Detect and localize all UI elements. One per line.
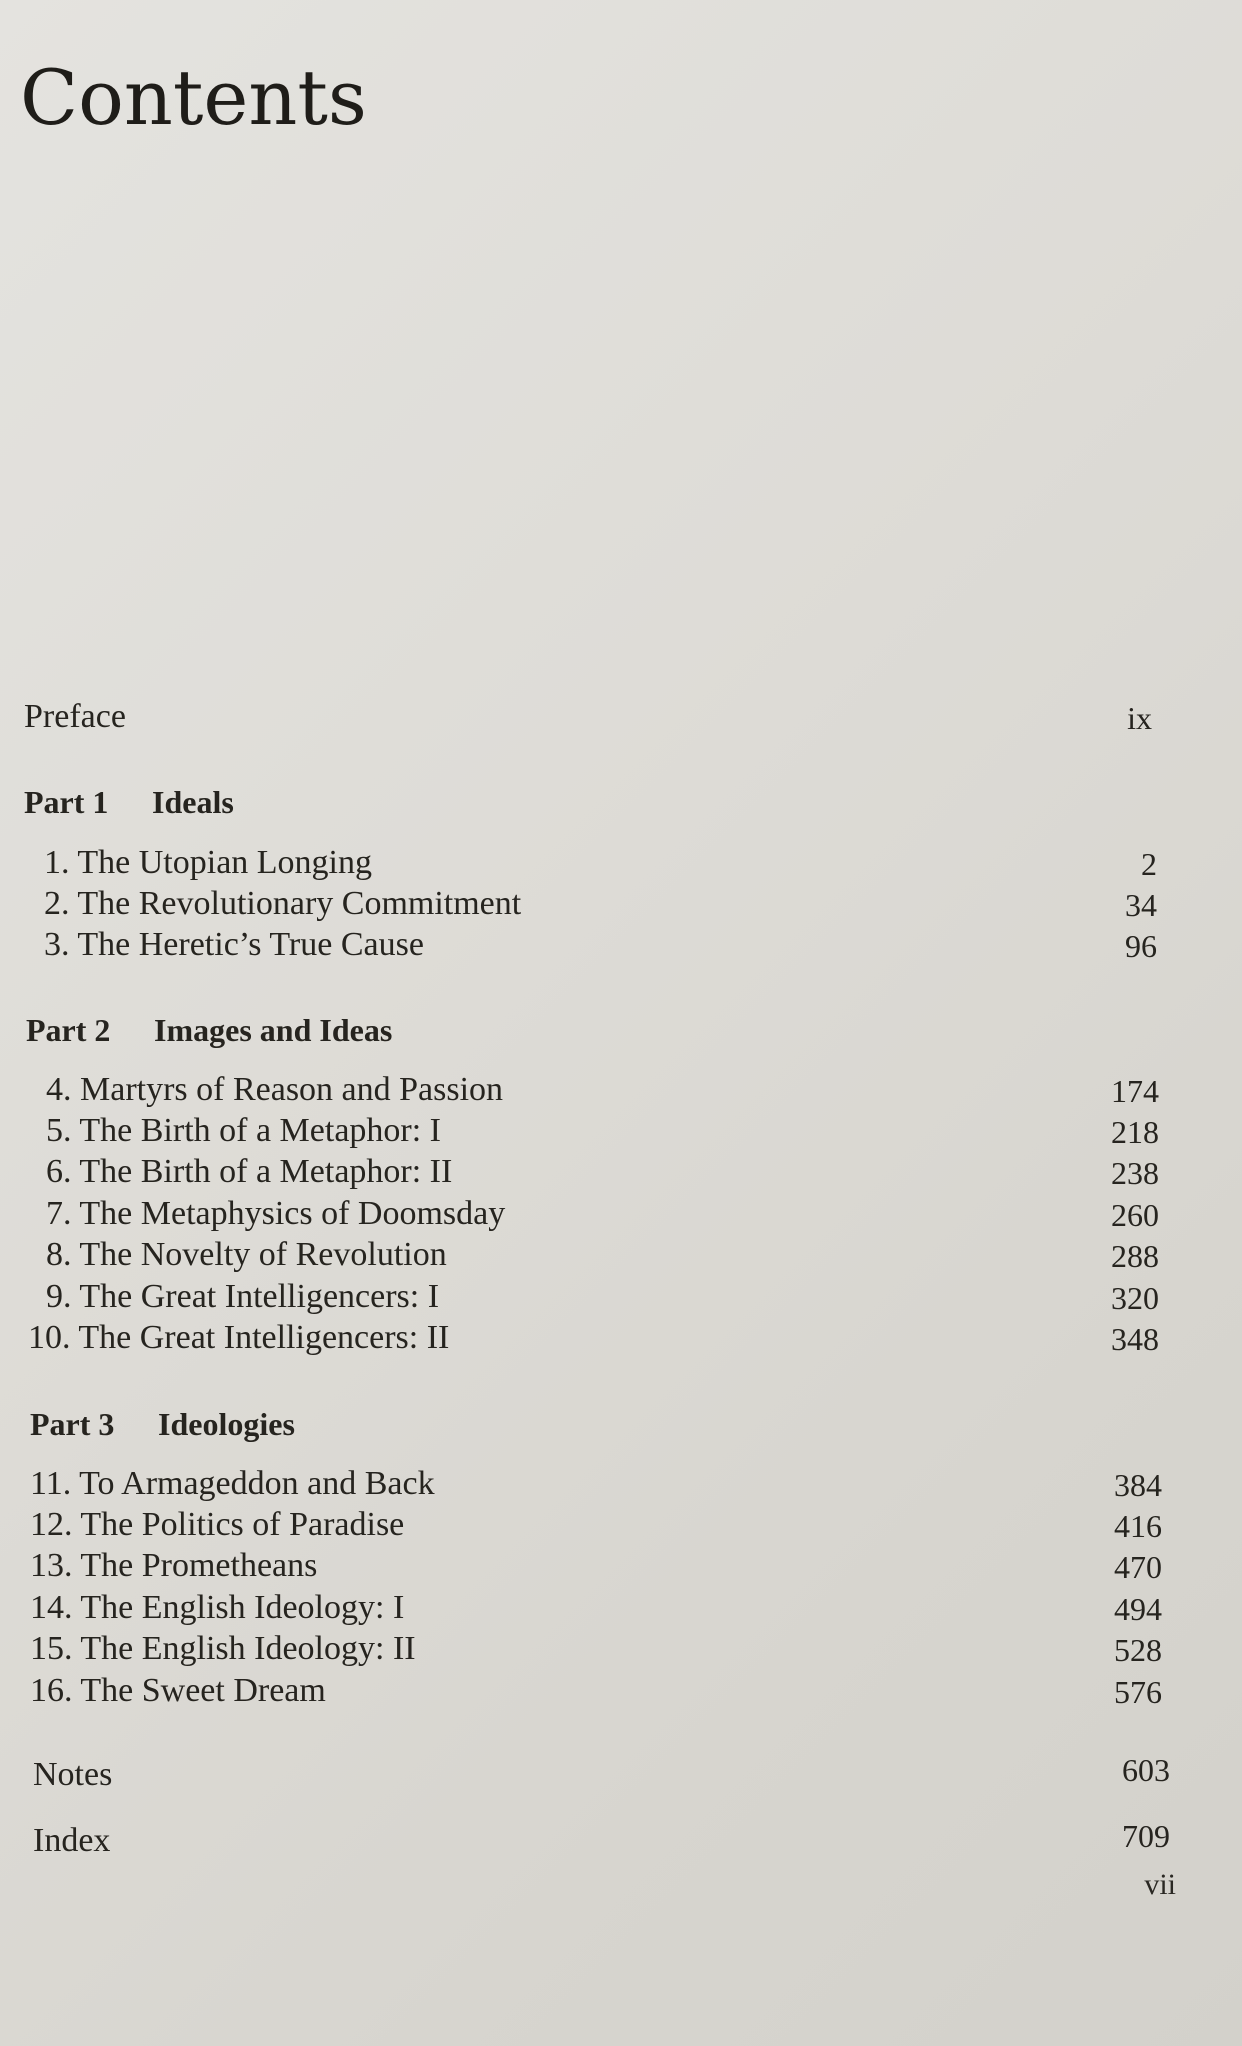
toc-entry bbox=[0, 1666, 1242, 1714]
part-label: Part 3 bbox=[30, 1406, 115, 1442]
toc-entry-page: 96 bbox=[1125, 928, 1157, 964]
toc-entry-page: 218 bbox=[1111, 1114, 1159, 1150]
part-heading bbox=[0, 776, 1242, 824]
toc-entry-index bbox=[0, 1816, 1242, 1864]
toc-entry-title: 11. To Armageddon and Back bbox=[30, 1465, 435, 1502]
toc-entry-page: 288 bbox=[1111, 1238, 1159, 1274]
part-heading bbox=[0, 1004, 1242, 1052]
toc-entry-title: 8. The Novelty of Revolution bbox=[46, 1236, 447, 1273]
part-label: Part 1 bbox=[24, 784, 109, 820]
toc-entry-title: 4. Martyrs of Reason and Passion bbox=[46, 1071, 504, 1108]
toc-entry-title: 1. The Utopian Longing bbox=[44, 844, 372, 881]
toc-entry-page: 709 bbox=[1122, 1818, 1170, 1854]
toc-entry-title: 9. The Great Intelligencers: I bbox=[46, 1278, 440, 1315]
toc-entry-title: 6. The Birth of a Metaphor: II bbox=[46, 1153, 453, 1190]
part-heading bbox=[0, 1398, 1242, 1446]
toc-entry-page: 494 bbox=[1114, 1591, 1162, 1627]
toc-entry-title: Index bbox=[33, 1822, 111, 1859]
part-name: Ideals bbox=[152, 784, 234, 820]
toc-entry-title: 10. The Great Intelligencers: II bbox=[28, 1319, 450, 1356]
toc-entry-title: 15. The English Ideology: II bbox=[30, 1630, 416, 1667]
toc-entry-title: 12. The Politics of Paradise bbox=[30, 1506, 405, 1543]
toc-entry-title: 14. The English Ideology: I bbox=[30, 1589, 405, 1626]
toc-entry-page: 348 bbox=[1111, 1321, 1159, 1357]
toc-entry bbox=[0, 1624, 1242, 1672]
part-name: Ideologies bbox=[158, 1406, 295, 1442]
toc-entry-title: 13. The Prometheans bbox=[30, 1547, 318, 1584]
part-label: Part 2 bbox=[26, 1012, 111, 1048]
toc-entry-page: 603 bbox=[1122, 1752, 1170, 1788]
toc-entry-title: 16. The Sweet Dream bbox=[30, 1672, 326, 1709]
toc-entry-title: 5. The Birth of a Metaphor: I bbox=[46, 1112, 442, 1149]
toc-entry-title: 3. The Heretic’s True Cause bbox=[44, 926, 424, 963]
toc-entry-page: 2 bbox=[1141, 846, 1157, 882]
toc-entry-page: 416 bbox=[1114, 1508, 1162, 1544]
toc-entry-title: Notes bbox=[33, 1756, 113, 1793]
toc-entry-page: 174 bbox=[1111, 1073, 1159, 1109]
toc-entry-notes bbox=[0, 1750, 1242, 1798]
page-number: vii bbox=[1144, 1868, 1176, 1901]
toc-entry-preface bbox=[0, 692, 1242, 740]
toc-entry-title: Preface bbox=[24, 698, 126, 735]
toc-entry-title: 2. The Revolutionary Commitment bbox=[44, 885, 522, 922]
toc-entry-page: 576 bbox=[1114, 1674, 1162, 1710]
page-title: Contents bbox=[20, 53, 367, 142]
toc-entry-title: 7. The Metaphysics of Doomsday bbox=[46, 1195, 506, 1232]
toc-entry bbox=[0, 1541, 1242, 1589]
toc-entry-page: 384 bbox=[1114, 1467, 1162, 1503]
toc-entry bbox=[0, 920, 1242, 968]
toc-entry-page: 528 bbox=[1114, 1632, 1162, 1668]
toc-entry-page: 34 bbox=[1125, 887, 1157, 923]
toc-entry-page: 260 bbox=[1111, 1197, 1159, 1233]
toc-entry-page: 470 bbox=[1114, 1549, 1162, 1585]
toc-entry-page: 238 bbox=[1111, 1155, 1159, 1191]
part-name: Images and Ideas bbox=[154, 1012, 393, 1048]
toc-entry-page: 320 bbox=[1111, 1280, 1159, 1316]
toc-entry bbox=[0, 1313, 1242, 1361]
toc-entry bbox=[0, 1147, 1242, 1195]
toc-entry bbox=[0, 1230, 1242, 1278]
toc-entry-page: ix bbox=[1127, 700, 1152, 736]
